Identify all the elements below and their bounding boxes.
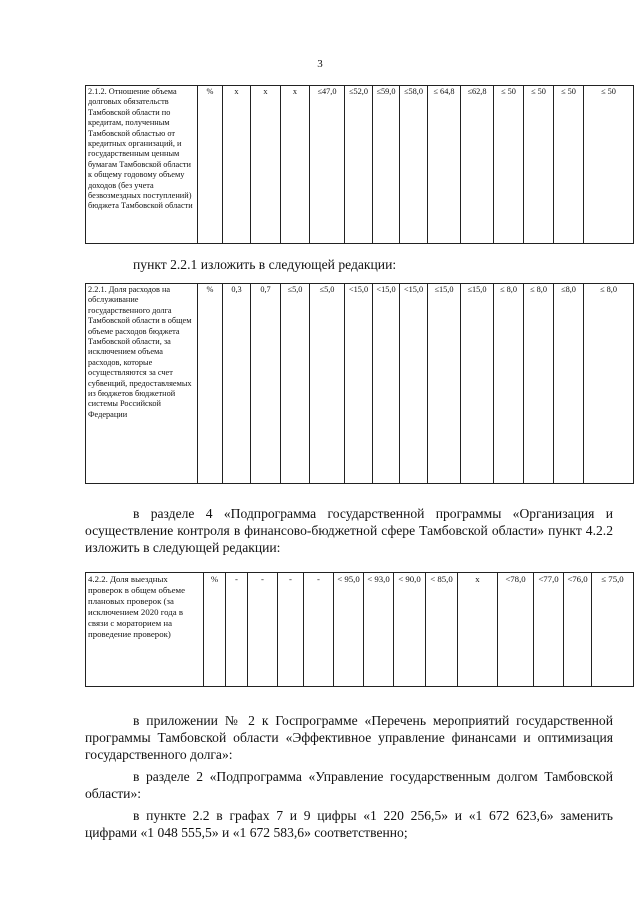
page-number: 3	[317, 58, 323, 70]
value-cell: ≤62,8	[461, 86, 494, 244]
paragraph-point-2-2: в пункте 2.2 в графах 7 и 9 цифры «1 220 256,5» и «1 672 623,6» заменить цифрами «1 048 555,5» и «1 672 583,6» соответственно;	[85, 808, 613, 840]
unit-cell: %	[204, 573, 226, 687]
value-cell: -	[226, 573, 248, 687]
value-cell: <78,0	[498, 573, 534, 687]
value-cell: < 95,0	[334, 573, 364, 687]
value-cell: ≤ 75,0	[592, 573, 634, 687]
indicator-table-2-2-1	[85, 283, 634, 484]
value-cell: ≤5,0	[310, 284, 345, 484]
value-cell: ≤5,0	[281, 284, 310, 484]
value-cell: ≤ 8,0	[524, 284, 554, 484]
value-cell: x	[458, 573, 498, 687]
paragraph-section-2: в разделе 2 «Подпрограмма «Управление государственным долгом Тамбовской области»:	[85, 769, 613, 801]
value-cell: ≤ 8,0	[494, 284, 524, 484]
indicator-table-4-2-2	[85, 572, 634, 687]
value-cell: ≤15,0	[461, 284, 494, 484]
paragraph-section-4: в разделе 4 «Подпрограмма государственной программы «Организация и осуществление контроля в финансово-бюджетной сфере Тамбовской области» пункт 4.2.2 изложить в следующей редакции:	[85, 506, 613, 555]
value-cell: < 93,0	[364, 573, 394, 687]
value-cell: -	[248, 573, 278, 687]
value-cell: ≤ 64,8	[428, 86, 461, 244]
indicator-label: 4.2.2. Доля выездных проверок в общем объеме плановых проверок (за исключением 2020 года в связи с мораторием на проведение проверок)	[86, 573, 204, 687]
paragraph-appendix-2: в приложении № 2 к Госпрограмме «Перечень мероприятий государственной программы Тамбовской области «Эффективное управление финансами и оптимизация государственного долга»:	[85, 713, 613, 762]
value-cell: x	[223, 86, 251, 244]
value-cell: ≤8,0	[554, 284, 584, 484]
value-cell: -	[304, 573, 334, 687]
value-cell: ≤59,0	[373, 86, 400, 244]
value-cell: ≤47,0	[310, 86, 345, 244]
value-cell: ≤ 50	[554, 86, 584, 244]
value-cell: ≤15,0	[428, 284, 461, 484]
value-cell: ≤58,0	[400, 86, 428, 244]
value-cell: <15,0	[400, 284, 428, 484]
value-cell: ≤ 50	[524, 86, 554, 244]
unit-cell: %	[198, 284, 223, 484]
value-cell: <15,0	[373, 284, 400, 484]
value-cell: <15,0	[345, 284, 373, 484]
indicator-table-2-1-2	[85, 85, 634, 244]
indicator-label: 2.1.2. Отношение объема долговых обязательств Тамбовской области по кредитам, полученным Тамбовской областью от кредитных организаций, и государственным ценным бумагам Тамбовской области к общему годовому объему доходов (без учета безвозмездных поступлений) бюджета Тамбовской области	[86, 86, 198, 244]
value-cell: <77,0	[534, 573, 564, 687]
value-cell: ≤52,0	[345, 86, 373, 244]
value-cell: x	[251, 86, 281, 244]
value-cell: ≤ 50	[494, 86, 524, 244]
value-cell: ≤ 8,0	[584, 284, 634, 484]
value-cell: < 85,0	[426, 573, 458, 687]
heading-2-2-1: пункт 2.2.1 изложить в следующей редакции:	[133, 257, 397, 272]
value-cell: -	[278, 573, 304, 687]
value-cell: 0,7	[251, 284, 281, 484]
value-cell: <76,0	[564, 573, 592, 687]
value-cell: < 90,0	[394, 573, 426, 687]
value-cell: ≤ 50	[584, 86, 634, 244]
value-cell: x	[281, 86, 310, 244]
indicator-label: 2.2.1. Доля расходов на обслуживание государственного долга Тамбовской области в общем объеме расходов бюджета Тамбовской области, за исключением объема расходов, которые осуществляются за счет субвенций, предоставляемых из бюджетов бюджетной системы Российской Федерации	[86, 284, 198, 484]
value-cell: 0,3	[223, 284, 251, 484]
unit-cell: %	[198, 86, 223, 244]
